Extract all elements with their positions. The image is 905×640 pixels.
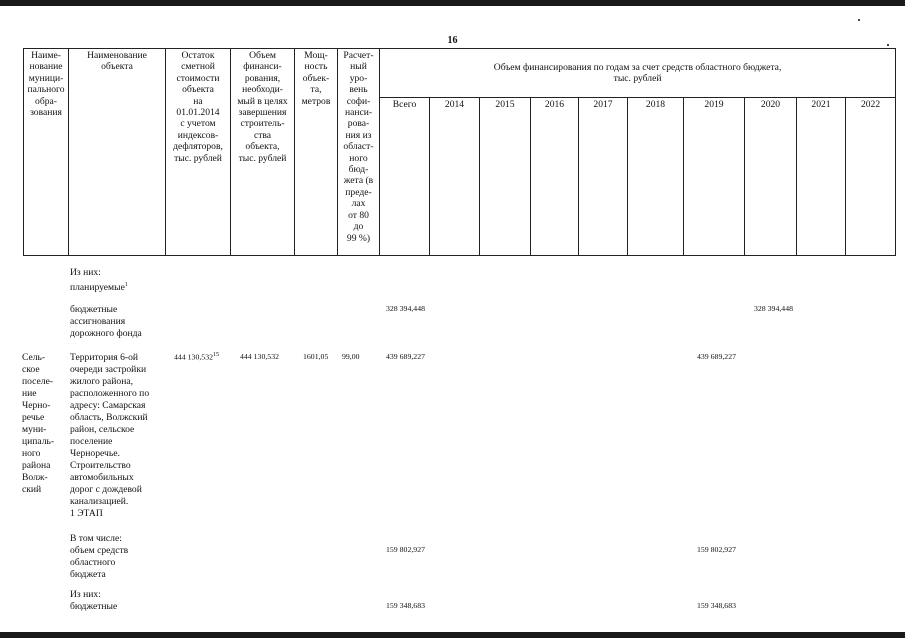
header-year-2019: 2019 [684,98,745,256]
header-year-2017: 2017 [579,98,628,256]
header-years-group: Объем финансирования по годам за счет средств областного бюджета, тыс. рублей [380,49,896,98]
top-border [0,0,905,6]
remaining-cost [174,350,219,363]
header-year-2021: 2021 [797,98,846,256]
header-year-2020: 2020 [745,98,797,256]
road-fund-2020: 328 394,448 [754,304,793,313]
header-remaining-cost: Остаток сметной стоимости объекта на 01.01.2014 с учетом индексов- дефляторов, тыс. рублей [166,49,231,256]
of-them-total: 159 348,683 [386,601,425,610]
of-them-2019: 159 348,683 [697,601,736,610]
header-year-2014: 2014 [430,98,480,256]
header-year-total: Всего [380,98,430,256]
remaining-cost-footnote: 15 [212,352,219,358]
financing-volume: 444 130,532 [240,352,279,361]
object-total: 439 689,227 [386,352,425,361]
bottom-border [0,632,905,638]
including-total: 159 802,927 [386,545,425,554]
object-2019: 439 689,227 [697,352,736,361]
of-them-planned-text: Из них: планируемые [70,267,125,294]
remaining-cost-value: 444 130,532 [174,352,213,362]
object-name: Территория 6-ой очереди застройки жилого района, расположенного по адресу: Самарская область, Волжский район, сельское поселение Черноречье. Строительство автомобильных дорог с дождевой канализацией. 1 ЭТАП [70,352,150,519]
page-number: 16 [447,35,458,46]
footnote-mark: 1 [124,282,128,288]
header-municipality: Наиме- нование муници- пального обра- зования [24,49,69,256]
header-table [23,48,896,256]
of-them-planned-label [70,267,128,294]
including-2019: 159 802,927 [697,545,736,554]
municipality-name: Сель- ское поселе- ние Черно- речье муни- ципаль- ного района Волж- ский [22,352,55,495]
header-year-2016: 2016 [531,98,579,256]
capacity: 1601,05 [303,352,329,361]
header-financing-volume: Объем финанси- рования, необходи- мый в целях завершения строитель- ства объекта, тыс. рублей [231,49,295,256]
of-them-label: Из них: бюджетные [70,589,118,612]
header-cofinancing: Расчет- ный уро- вень софи- нанси- рова- ния из област- ного бюд- жета (в преде- лах от 80 до 99 %) [338,49,380,256]
header-capacity: Мощ- ность объек- та, метров [295,49,338,256]
header-year-2015: 2015 [480,98,531,256]
cofinancing-level: 99,00 [342,352,360,361]
road-fund-total: 328 394,448 [386,304,425,313]
header-object: Наименование объекта [69,49,166,256]
road-fund-label: бюджетные ассигнования дорожного фонда [70,304,142,339]
speck [858,19,860,21]
header-year-2018: 2018 [628,98,684,256]
including-label: В том числе: объем средств областного бюджета [70,533,129,580]
header-year-2022: 2022 [846,98,896,256]
